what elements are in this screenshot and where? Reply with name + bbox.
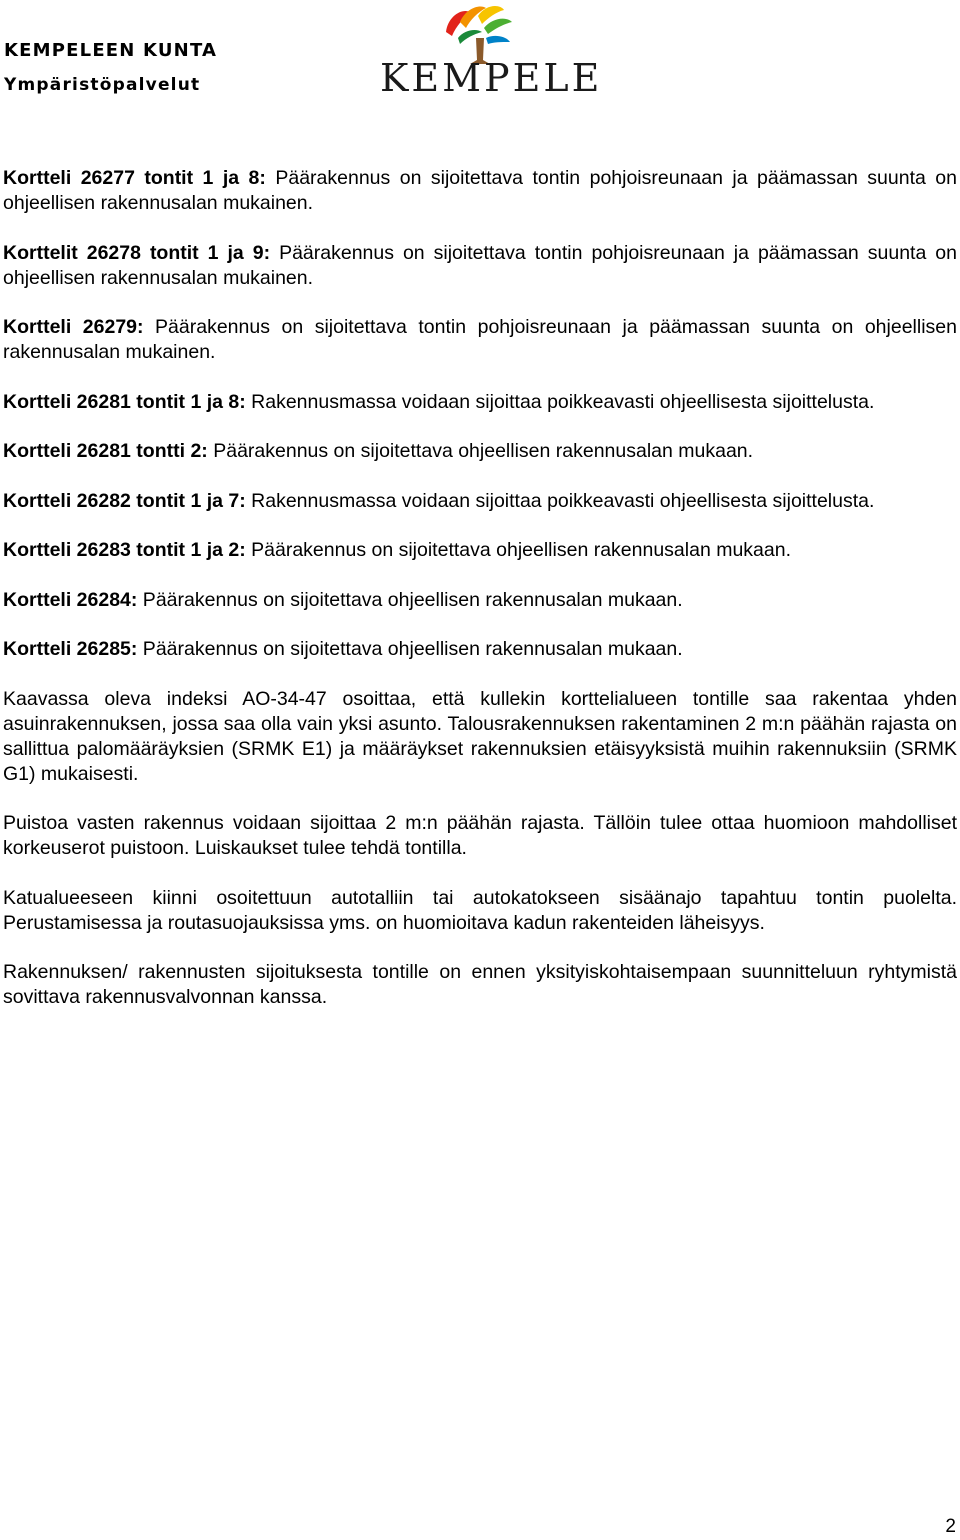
paragraph [3,439,957,464]
logo-leaf-green [484,19,512,34]
paragraph [3,315,957,365]
paragraph-text: Päärakennus on sijoitettava ohjeellisen rakennusalan mukaan. [137,588,683,611]
document-body [3,166,957,1035]
tree-logo-icon [440,2,520,64]
paragraph-text: Päärakennus on sijoitettava ohjeellisen rakennusalan mukaan. [207,440,754,462]
paragraph-text: Päärakennus on sijoitettava tontin pohjoisreunaan ja päämassan suunta on ohjeellisen rakennusalan mukainen. [3,241,957,289]
paragraph [3,588,957,613]
paragraph-text: Puistoa vasten rakennus voidaan sijoittaa 2 m:n päähän rajasta. Tällöin tulee ottaa huomioon mahdolliset korkeuserot puistoon. Luiskaukset tulee tehdä tontilla. [3,812,957,859]
paragraph-lead: Kortteli 26277 tontit 1 ja 8: [3,167,266,189]
paragraph-lead: Kortteli 26283 tontit 1 ja 2: [3,539,246,561]
paragraph [3,811,957,861]
paragraph-lead: Kortteli 26284: [3,588,138,611]
paragraph [3,166,957,216]
kempele-logo [380,2,603,100]
paragraph [3,489,957,514]
paragraph [3,390,957,415]
organization-name: KEMPELEEN KUNTA [4,40,218,61]
paragraph-text: Rakennusmassa voidaan sijoittaa poikkeavasti ohjeellisesta sijoittelusta. [245,390,875,413]
paragraph-lead: Kortteli 26282 tontit 1 ja 7: [3,489,246,512]
paragraph [3,538,957,563]
paragraph [3,637,957,662]
paragraph-lead: Kortteli 26281 tontti 2: [3,440,208,462]
paragraph-text: Katualueeseen kiinni osoitettuun autotalliin tai autokatokseen sisäänajo tapahtuu tontin puolelta. Perustamisessa ja routasuojauksissa yms. on huomioitava kadun rakenteiden läheisyys. [3,886,957,934]
paragraph [3,687,957,787]
paragraph-lead: Korttelit 26278 tontit 1 ja 9: [3,241,271,264]
paragraph-text: Rakennusmassa voidaan sijoittaa poikkeavasti ohjeellisesta sijoittelusta. [245,489,875,512]
paragraph [3,960,957,1010]
paragraph-text: Kaavassa oleva indeksi AO-34-47 osoittaa, että kullekin korttelialueen tontille saa rakentaa yhden asuinrakennuksen, jossa saa olla vain yksi asunto. Talousrakennuksen rakentaminen 2 m:n päähän rajasta on sallittua palomääräyksien (SRMK E1) ja määräykset rakennuksien etäisyyksistä muihin rakennuksiin (SRMK G1) mukaisesti. [3,687,957,785]
paragraph-text: Päärakennus on sijoitettava ohjeellisen rakennusalan mukaan. [137,638,683,660]
paragraph [3,241,957,291]
paragraph-lead: Kortteli 26281 tontit 1 ja 8: [3,390,246,413]
paragraph-text: Päärakennus on sijoitettava ohjeellisen rakennusalan mukaan. [245,539,792,561]
organization-unit: Ympäristöpalvelut [4,75,201,95]
paragraph-lead: Kortteli 26285: [3,638,138,660]
paragraph-lead: Kortteli 26279: [3,316,144,338]
page-header [0,0,960,120]
page-number: 2 [945,1516,956,1537]
paragraph [3,886,957,936]
logo-leaf-blue [486,36,510,44]
paragraph-text: Päärakennus on sijoitettava tontin pohjoisreunaan ja päämassan suunta on ohjeellisen rakennusalan mukainen. [3,167,957,214]
paragraph-text: Päärakennus on sijoitettava tontin pohjoisreunaan ja päämassan suunta on ohjeellisen rakennusalan mukainen. [3,316,957,363]
logo-wordmark: KEMPELE [380,56,603,100]
paragraph-text: Rakennuksen/ rakennusten sijoituksesta tontille on ennen yksityiskohtaisempaan suunnitteluun ryhtymistä sovittava rakennusvalvonnan kanssa. [3,961,957,1008]
